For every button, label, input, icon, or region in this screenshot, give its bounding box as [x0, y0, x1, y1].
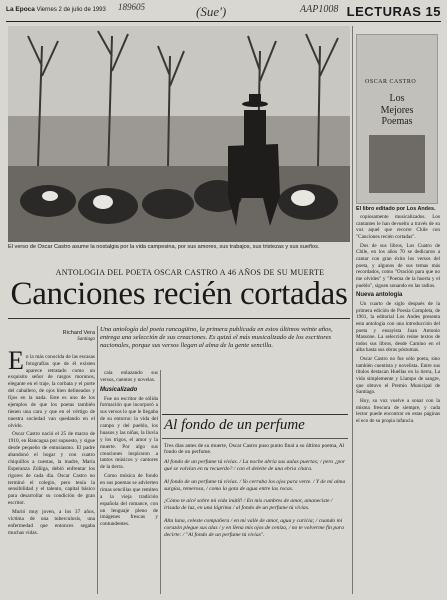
subheading: Musicalizado: [100, 386, 138, 393]
book-cover: [356, 34, 438, 204]
middle-column: [100, 370, 158, 530]
paragraph: Hoy, su voz vuelve a sonar con la misma frescura de siempre, y cada lector puede encontrar en estas páginas el eco de su propia infancia.: [356, 398, 440, 425]
handwritten-annotation-1: 189605: [118, 2, 145, 12]
subheading: Nueva antología: [356, 292, 403, 299]
poem-rule: [162, 438, 348, 439]
poem-box: [162, 414, 348, 591]
book-caption: El libro editado por Los Andes.: [356, 206, 436, 212]
photo-caption: El verso de Oscar Castro asume la nostalgia por la vida campesina, por sus amores, sus trabajos, sus tristezas y sus sueños.: [8, 244, 320, 250]
book-cover-image: [369, 135, 425, 193]
paper-name: La Epoca: [6, 6, 35, 13]
poem-stanza: Al fondo de un perfume tú vivías. / Yo cerraba los ojos para verte. / Y de mí alma surgías, temerosa, / como la gota de agua entre las rocas.: [164, 478, 346, 492]
paragraph: Como música de fondo en sus poemas se advierten rimas sencillas que remiten a la vieja tradición española del romance, con un lenguaje pleno de imágenes frescas y contundentes.: [100, 473, 158, 528]
handwritten-annotation-2: (Sue'): [196, 4, 227, 19]
paragraph: caía enlazando sus versos, cuentos y novelas.: [100, 370, 158, 383]
section-title: LECTURAS 15: [346, 4, 441, 19]
poem-stanza: Al fondo de un perfume tú vivías. / La noche abría sus aulas puertas; / pero ¿por qué se volvían en tu recuerdo? / con el deleite de una ebria cítara.: [164, 459, 346, 473]
rider-cattle-photo: [8, 26, 350, 242]
poem-intro: Tres días antes de su muerte, Oscar Castro puso punto final a su último poema, Al fondo de un perfume.: [164, 443, 345, 455]
article-deck: Una antología del poeta rancagüino, la primera publicada en estos últimos veinte años, entrega una selección de sus creaciones. Es quizá el más musicalizado de los escritores nacionales, porque sus versos llegan al alma de la gente sencilla.: [100, 326, 333, 350]
paragraph: Murió muy joven, a los 37 años, víctima de una tuberculosis, una enfermedad que entonces segaba muchas vidas.: [8, 509, 95, 536]
left-column: [8, 330, 95, 539]
byline-place: Santiago: [77, 337, 95, 343]
header-paper-info: [6, 6, 106, 13]
poem-stanza: Alta luna, celeste compañera / en mi valle de amor, agua y caricia; / cuando mi corazón plegue sus alas / y en llena mis ojos de ceniza, / no te volverme fin para decirte: / "Al fondo de un perfume tú vivías".: [164, 517, 344, 539]
book-author: OSCAR CASTRO: [365, 79, 417, 85]
paragraph: Oscar Castro nació el 25 de marzo de 1910, en Rancagua por supuesto, y sigue desde pequeño de entusiasmo. El padre abandonó el hogar y con cuatro chiquillos a cuestas, la madre, María Esperanza Zúñiga, debió enfrentar los rigores de cada día. Oscar Castro no terminó el colegio, pero tenía la sensibilidad y el talento, capital básico para desarrollar su condición de gran escritor.: [8, 431, 95, 507]
book-title-line: Los: [389, 93, 405, 104]
drop-cap: E: [8, 345, 24, 375]
book-title-line: Poemas: [381, 116, 413, 127]
paragraph: Dos de sus libros, Los Cuatro de Chile, en los años 70 se dedicaron a cantar con gran éxito los versos del poeta, y algunos de sus temas más recordados, como "Oración para que no me olvides" y "Poema de la huerta y el pueblo", siguen sonando en las radios.: [356, 242, 440, 289]
headline-rule: [8, 318, 350, 319]
header-rule: [6, 21, 441, 22]
paragraph: copiosamente musicalizados. Los cantantes le han devuelto a través de su voz aquel que recorre Chile con "Canciones recién cortadas".: [356, 214, 440, 240]
paragraph: n la más conocida de las escasas fotografías que de él existen aparece retratado como un exquisito señor de rasgos morunos, elegante en el traje, la corbata y el porte del caballero, de ojos bien delineados y fijos en la nada. Este es uno de los ejemplos de que los poetas también tienen una cara y que en el vértigo de nuestra sociedad van quedando en el olvido.: [8, 353, 95, 429]
column-rule: [352, 26, 353, 594]
right-column: [356, 214, 440, 427]
handwritten-annotation-3: AAP1008: [300, 4, 339, 15]
article-kicker: ANTOLOGIA DEL POETA OSCAR CASTRO A 46 AÑOS DE SU MUERTE: [55, 268, 325, 277]
paragraph: Fue un escritor de sólida formación que incorporó a sus versos lo que le llegaba de su entorno: la vida del campo y del pueblo, los huasos y las niñas, la lluvia y los trigos, el amor y la muerte. Por algo sus creaciones inspiraron a tantos músicos y cantores de la tierra.: [100, 395, 158, 471]
article-headline: Canciones recién cortadas: [10, 276, 348, 312]
paragraph: Oscar Castro no fue sólo poeta, sino también cuentista y novelista. Entre sus títulos destacan Huellas en la tierra, La vida simplemente y Llampo de sangre, que obtuvo el Premio Municipal de Santiago.: [356, 356, 440, 396]
poem-title: Al fondo de un perfume: [164, 417, 305, 433]
paragraph: Un cuarto de siglo después de la primera edición de Poesía Completa, de 1961, la editorial Los Andes presenta esta antología con una introducción del poeta y ensayista Juan Antonio Massone. La selección reúne textos de todos sus libros, desde Camino en el alba hasta sus obras póstumas.: [356, 300, 440, 354]
column-rule: [160, 370, 161, 594]
paper-date: Viernes 2 de julio de 1993: [36, 7, 106, 13]
poem-stanza: ¡Cómo te alcé sobre mi vida inútil! / En mis cumbres de amor, amaneciste / irisada de luz, en una lágrima / al fondo de un perfume tú vivías.: [164, 498, 333, 512]
book-title-line: Mejores: [380, 104, 414, 116]
byline: Richard Vera: [62, 330, 95, 336]
column-rule: [97, 326, 98, 594]
book-title: [357, 93, 437, 128]
main-photo: [8, 26, 350, 242]
